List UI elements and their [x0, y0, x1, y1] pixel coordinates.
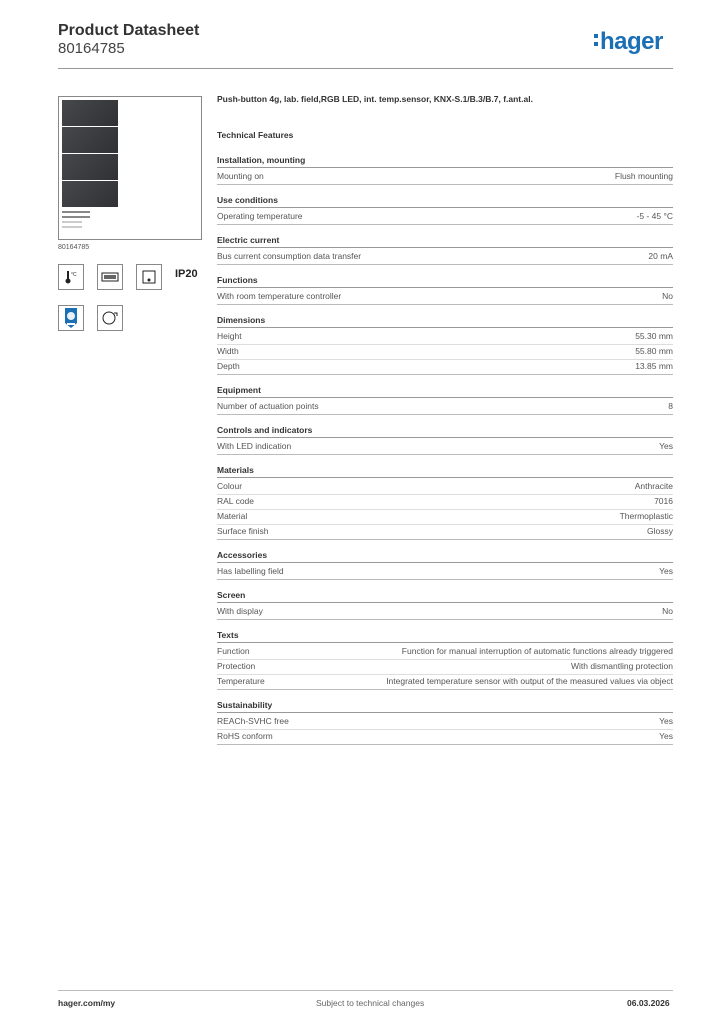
spec-row	[217, 400, 673, 415]
spec-row	[217, 525, 673, 540]
spec-value: Yes	[659, 731, 673, 741]
spec-value: Anthracite	[634, 481, 673, 491]
spec-value: No	[662, 606, 673, 616]
spec-row	[217, 440, 673, 455]
spec-row	[217, 330, 673, 345]
spec-key: Has labelling field	[217, 566, 284, 576]
spec-value: Flush mounting	[614, 171, 673, 181]
spec-row	[217, 210, 673, 225]
spec-value: 55.30 mm	[635, 331, 673, 341]
footer-disclaimer: Subject to technical changes	[316, 998, 425, 1008]
spec-key: RAL code	[217, 496, 255, 506]
spec-section	[217, 384, 673, 415]
spec-key: REACh-SVHC free	[217, 716, 289, 726]
technical-features-heading: Technical Features	[217, 130, 294, 140]
spec-row	[217, 290, 673, 305]
spec-row	[217, 345, 673, 360]
led-display-icon	[97, 264, 123, 290]
spec-row	[217, 605, 673, 620]
sensor-icon	[136, 264, 162, 290]
eco-label-icon	[58, 305, 84, 331]
spec-key: RoHS conform	[217, 731, 273, 741]
spec-row	[217, 565, 673, 580]
spec-value: 8	[668, 401, 673, 411]
image-caption: 80164785	[58, 244, 90, 251]
spec-row	[217, 675, 673, 690]
rocker-key	[62, 154, 118, 180]
spec-value: Yes	[659, 441, 673, 451]
page-title: Product Datasheet	[58, 22, 200, 39]
spec-value: Integrated temperature sensor with output of the measured values via object	[386, 676, 673, 686]
spec-section	[217, 234, 673, 265]
spec-section	[217, 314, 673, 375]
spec-key: With room temperature controller	[217, 291, 342, 301]
label-field-lines	[62, 211, 90, 231]
rocker-key	[62, 127, 118, 153]
section-title: Materials	[217, 464, 673, 478]
spec-key: With display	[217, 606, 263, 616]
ip-rating-badge: IP20	[175, 268, 198, 280]
footer-website: hager.com/my	[58, 998, 116, 1008]
rocker-key	[62, 181, 118, 207]
section-title: Controls and indicators	[217, 424, 673, 438]
spec-row	[217, 480, 673, 495]
spec-key: Width	[217, 346, 239, 356]
section-title: Dimensions	[217, 314, 673, 328]
spec-value: -5 - 45 °C	[636, 211, 673, 221]
hager-logo	[594, 28, 663, 56]
svg-text:°C: °C	[71, 272, 77, 278]
spec-value: 20 mA	[648, 251, 673, 261]
spec-section	[217, 629, 673, 690]
spec-value: 55.80 mm	[635, 346, 673, 356]
section-title: Sustainability	[217, 699, 673, 713]
spec-section	[217, 464, 673, 540]
spec-row	[217, 660, 673, 675]
spec-value: With dismantling protection	[570, 661, 673, 671]
spec-value: Yes	[659, 566, 673, 576]
product-number: 80164785	[58, 40, 125, 57]
product-description: Push-button 4g, lab. field,RGB LED, int. temp.sensor, KNX-S.1/B.3/B.7, f.ant.al.	[217, 94, 533, 104]
footer-divider	[58, 990, 673, 991]
logo-text: hager	[600, 28, 663, 55]
spec-key: Height	[217, 331, 242, 341]
spec-section	[217, 194, 673, 225]
spec-row	[217, 510, 673, 525]
spec-key: Protection	[217, 661, 256, 671]
spec-row	[217, 495, 673, 510]
spec-section	[217, 589, 673, 620]
spec-row	[217, 360, 673, 375]
spec-row	[217, 645, 673, 660]
section-title: Screen	[217, 589, 673, 603]
spec-value: 7016	[654, 496, 673, 506]
spec-row	[217, 250, 673, 265]
spec-row	[217, 730, 673, 745]
rotation-icon	[97, 305, 123, 331]
product-image	[58, 96, 202, 240]
section-title: Use conditions	[217, 194, 673, 208]
spec-value: Glossy	[647, 526, 673, 536]
footer-date: 06.03.2026	[627, 998, 670, 1008]
section-title: Installation, mounting	[217, 154, 673, 168]
spec-key: Temperature	[217, 676, 265, 686]
spec-section	[217, 549, 673, 580]
header-divider	[58, 68, 673, 69]
spec-key: Operating temperature	[217, 211, 303, 221]
spec-key: Surface finish	[217, 526, 269, 536]
spec-section	[217, 424, 673, 455]
spec-sections	[217, 154, 673, 745]
temperature-icon	[58, 264, 84, 290]
spec-value: Yes	[659, 716, 673, 726]
section-title: Electric current	[217, 234, 673, 248]
rocker-key	[62, 100, 118, 126]
section-title: Texts	[217, 629, 673, 643]
spec-key: Bus current consumption data transfer	[217, 251, 362, 261]
spec-key: Number of actuation points	[217, 401, 319, 411]
spec-value: 13.85 mm	[635, 361, 673, 371]
spec-row	[217, 715, 673, 730]
section-title: Accessories	[217, 549, 673, 563]
spec-panel	[217, 94, 673, 754]
spec-section	[217, 154, 673, 185]
spec-section	[217, 699, 673, 745]
section-title: Equipment	[217, 384, 673, 398]
spec-key: Colour	[217, 481, 243, 491]
spec-value: Thermoplastic	[619, 511, 673, 521]
spec-key: Depth	[217, 361, 240, 371]
spec-section	[217, 274, 673, 305]
section-title: Functions	[217, 274, 673, 288]
spec-key: Material	[217, 511, 248, 521]
spec-key: Function	[217, 646, 250, 656]
spec-row	[217, 170, 673, 185]
spec-value: No	[662, 291, 673, 301]
spec-key: With LED indication	[217, 441, 292, 451]
spec-key: Mounting on	[217, 171, 264, 181]
spec-value: Function for manual interruption of automatic functions already triggered	[401, 646, 673, 656]
